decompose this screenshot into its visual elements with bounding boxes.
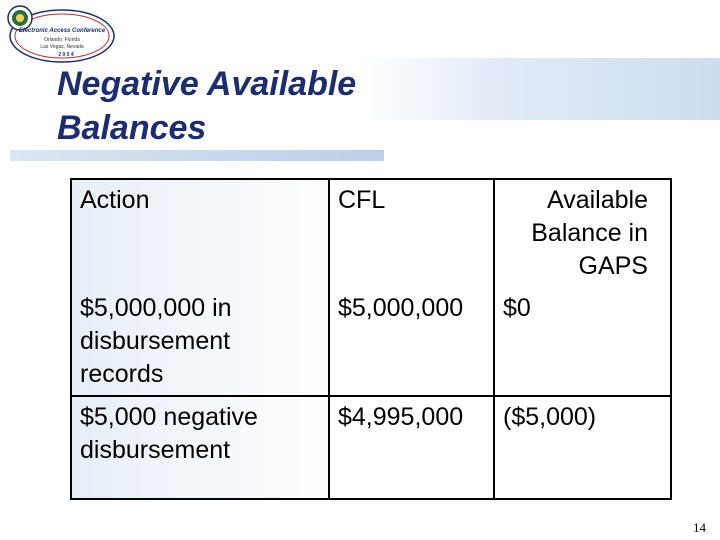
logo-line1: Electronic Access Conference	[18, 28, 106, 34]
row1-action-line1: $5,000,000 in	[80, 294, 232, 322]
header-available-line2: Balance in	[531, 219, 648, 247]
header-available-line1: Available	[546, 186, 648, 214]
slide-title-line2: Balances	[57, 109, 207, 147]
logo-line3: Las Vegas, Nevada	[40, 44, 84, 50]
header-cfl: CFL	[329, 179, 494, 290]
row1-action-line2: disbursement	[80, 327, 231, 355]
conference-logo	[4, 2, 116, 66]
row2-cfl: $4,995,000	[329, 396, 494, 499]
page-number: 14	[693, 520, 706, 535]
logo-line4: 2 0 0 4	[58, 52, 74, 58]
balances-table	[70, 178, 672, 500]
row2-action-line1: $5,000 negative	[80, 403, 258, 431]
logo-line2: Orlando, Florida	[44, 37, 80, 43]
table-header-row	[71, 179, 671, 290]
title-underline-bar	[10, 150, 384, 161]
table-row	[71, 396, 671, 499]
header-action: Action	[71, 179, 329, 290]
row1-action	[71, 290, 329, 396]
row1-available: $0	[494, 290, 671, 396]
header-available-balance	[494, 179, 671, 290]
slide-title-line1: Negative Available	[57, 65, 357, 103]
row2-action	[71, 396, 329, 499]
slide-title	[57, 62, 477, 150]
header-available-line3: GAPS	[578, 252, 648, 280]
row1-action-line3: records	[80, 360, 164, 388]
row2-action-line2: disbursement	[80, 436, 231, 464]
row2-available: ($5,000)	[494, 396, 671, 499]
row1-cfl: $5,000,000	[329, 290, 494, 396]
table-row	[71, 290, 671, 396]
